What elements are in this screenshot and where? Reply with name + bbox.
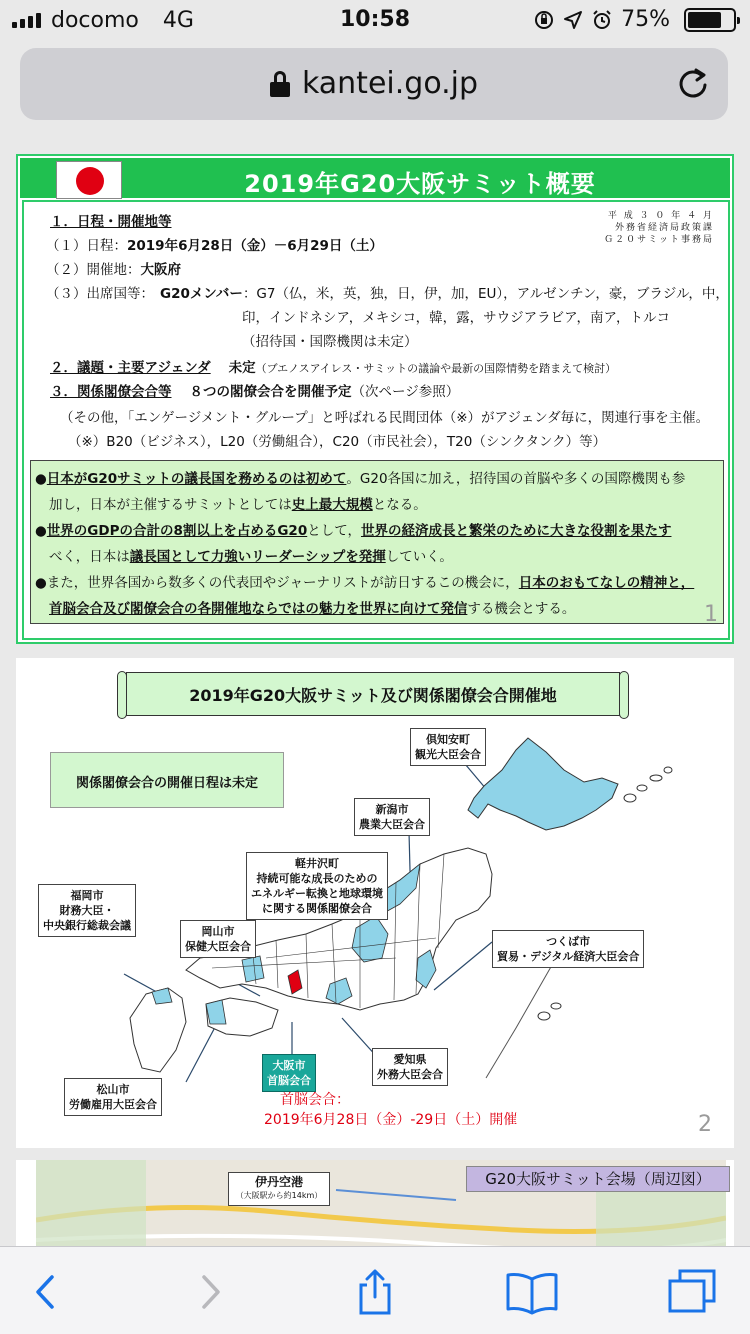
slide-venue-area-map (16, 1160, 734, 1246)
engagement-groups-line: （その他，「エンゲージメント・グループ」と呼ばれる民間団体（※）がアジェンダ毎に，関連行事を主催。 (60, 410, 710, 426)
browser-toolbar (0, 1246, 750, 1334)
orientation-lock-icon (533, 9, 555, 31)
okayama-region (242, 956, 264, 982)
back-chevron-icon[interactable] (16, 1267, 76, 1317)
label-okayama: 岡山市 保健大臣会合 (180, 920, 256, 958)
venue-row: （２）開催地：大阪府 (46, 262, 181, 278)
members-line-2: 印，インドネシア，メキシコ，韓，露，サウジアラビア，南ア，トルコ (242, 310, 670, 326)
summit-dates-note: 首脳会合： 2019年6月28日（金）-29日（土）開催 (264, 1092, 518, 1128)
members-line-3: （招待国・国際機関は未定） (242, 334, 418, 350)
url-text: kantei.go.jp (301, 66, 479, 101)
share-icon[interactable] (345, 1267, 405, 1317)
schedule-note-box (50, 752, 284, 808)
page-number: 2 (698, 1112, 712, 1137)
issuer-note: 平 成 ３ ０ 年 ４ 月 外務省経済局政策課 Ｇ２０サミット事務局 (604, 211, 714, 245)
japan-flag-icon (56, 161, 122, 199)
key-points-box (30, 460, 724, 624)
key-point-line: 加し，日本が主催するサミットとしては史上最大規模となる。 (49, 497, 427, 513)
forward-chevron-icon[interactable] (180, 1267, 240, 1317)
page-number: 1 (704, 602, 718, 627)
key-point-line: べく，日本は議長国として力強いリーダーシップを発揮していく。 (49, 549, 453, 565)
schedule-note: 関係閣僚会合の開催日程は未定 (75, 776, 258, 791)
network-type: 4G (162, 8, 194, 33)
airport-callout: 伊丹空港 （大阪駅から約14km） (228, 1172, 330, 1206)
label-aichi: 愛知県 外務大臣会合 (372, 1048, 448, 1086)
members-row: （３）出席国等： G20メンバー：G7（仏，米，英，独，日，伊，加，EU），アルゼンチン，豪，ブラジル，中， (46, 286, 729, 302)
key-point-line: ●世界のGDPの合計の8割以上を占めるG20として，世界の経済成長と繁栄のために大きな役割を果たす (35, 523, 672, 539)
clock: 10:58 (339, 7, 411, 32)
slide-venues-map (16, 658, 734, 1148)
book-icon[interactable] (502, 1267, 562, 1317)
slide-overview (16, 154, 734, 644)
status-bar (0, 0, 750, 40)
agenda-row: ２．議題・主要アジェンダ 未定（ブエノスアイレス・サミットの議論や最新の国際情勢を踏まえて検討） (50, 360, 617, 376)
label-karuizawa: 軽井沢町 持続可能な成長のための エネルギー転換と地球環境 に関する関係閣僚会合 (246, 852, 388, 920)
slide-title-banner (126, 672, 620, 716)
alarm-icon (591, 9, 613, 31)
label-kutchan: 倶知安町 観光大臣会合 (410, 728, 486, 766)
slide-body (22, 200, 730, 640)
carrier-name: docomo (51, 8, 139, 33)
label-osaka: 大阪市 首脳会合 (262, 1054, 316, 1092)
address-bar[interactable] (20, 48, 728, 120)
key-point-line: ●日本がG20サミットの議長国を務めるのは初めて。G20各国に加え，招待国の首脳や多くの国際機関も参 (35, 471, 686, 487)
slide-header (20, 158, 730, 198)
reload-icon[interactable] (676, 66, 710, 100)
groups-list-line: （※）B20（ビジネス），L20（労働組合），C20（市民社会），T20（シンクタンク）等） (68, 434, 607, 450)
hokkaido-shape (468, 738, 618, 830)
tabs-icon[interactable] (662, 1267, 722, 1317)
lock-icon (270, 71, 290, 97)
slide-title: 2019年G20大阪サミット概要 (244, 170, 596, 198)
slide-title: G20大阪サミット会場（周辺図） (466, 1166, 730, 1192)
battery-percent: 75% (621, 7, 670, 32)
battery-icon (684, 8, 736, 32)
location-icon (563, 10, 583, 30)
ehime-region (206, 1000, 226, 1024)
label-matsuyama: 松山市 労働雇用大臣会合 (64, 1078, 162, 1116)
section-schedule-heading: １．日程・開催地等 (50, 214, 172, 230)
web-content[interactable] (0, 140, 750, 1246)
slide-title: 2019年G20大阪サミット及び関係閣僚会合開催地 (189, 686, 557, 705)
key-point-line: ●また，世界各国から数多くの代表団やジャーナリストが訪日するこの機会に，日本のおもてなしの精神と， (35, 575, 695, 591)
ministerial-row: ３．関係閣僚会合等 ８つの閣僚会合を開催予定（次ページ参照） (50, 384, 460, 400)
label-tsukuba: つくば市 貿易・デジタル経済大臣会合 (492, 930, 644, 968)
schedule-row: （１）日程：2019年6月28日（金）－6月29日（土） (46, 238, 383, 254)
label-fukuoka: 福岡市 財務大臣・ 中央銀行総裁会議 (38, 884, 136, 937)
key-point-line: 首脳会合及び閣僚会合の各開催地ならではの魅力を世界に向けて発信する機会とする。 (49, 601, 576, 617)
label-niigata: 新潟市 農業大臣会合 (354, 798, 430, 836)
